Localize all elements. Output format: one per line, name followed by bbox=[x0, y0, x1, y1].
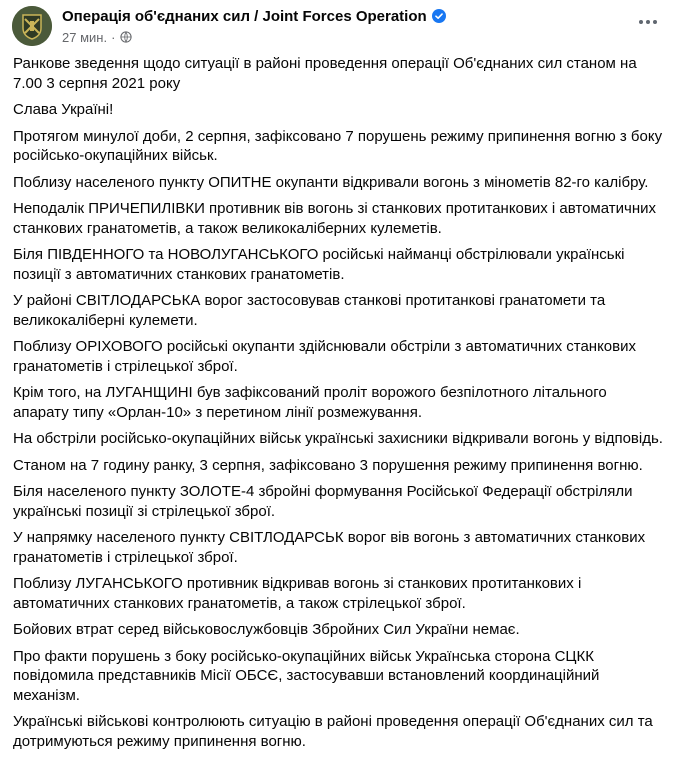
post-paragraph: У районі СВІТЛОДАРСЬКА ворог застосовував станкові протитанкові гранатомети та великокаліберні кулемети. bbox=[13, 292, 606, 329]
post-paragraph: Українські військові контролюють ситуацію в районі проведення операції Об'єднаних сил та дотримуються режиму припинення вогню. bbox=[13, 713, 653, 750]
post-meta bbox=[62, 6, 446, 47]
verified-badge-icon bbox=[432, 9, 446, 23]
globe-icon[interactable] bbox=[120, 31, 132, 43]
post-paragraph: Біля населеного пункту ЗОЛОТЕ-4 збройні формування Російської Федерації обстріляли українські позиції зі стрілецької зброї. bbox=[13, 483, 633, 520]
post-paragraph: Поблизу ЛУГАНСЬКОГО противник відкривав вогонь зі станкових протитанкових і автоматичних станкових гранатометів, а також стрілецької зброї. bbox=[13, 575, 582, 612]
avatar[interactable] bbox=[12, 6, 52, 46]
post-paragraph: Крім того, на ЛУГАНЩИНІ був зафіксований проліт ворожого безпілотного літального апарату типу «Орлан-10» з перетином лінії розмежування. bbox=[13, 384, 607, 421]
post-paragraph: Бойових втрат серед військовослужбовців Збройних Сил України немає. bbox=[13, 621, 520, 638]
post-paragraph: Про факти порушень з боку російсько-окупаційних військ Українська сторона СЦКК повідомила представників Місії ОБСЄ, застосувавши встановлений координаційний механізм. bbox=[13, 647, 600, 704]
post-paragraph: Поблизу населеного пункту ОПИТНЕ окупанти відкривали вогонь з мінометів 82-го калібру. bbox=[13, 173, 649, 191]
post-timestamp[interactable]: 27 мин. bbox=[62, 29, 108, 45]
post-paragraph: На обстріли російсько-окупаційних військ українські захисники відкривали вогонь у відповідь. bbox=[13, 430, 663, 447]
page-name-link[interactable]: Операція об'єднаних сил / Joint Forces Operation bbox=[62, 7, 427, 25]
post-body bbox=[13, 54, 665, 758]
military-emblem-icon bbox=[12, 6, 52, 46]
more-options-icon[interactable] bbox=[632, 10, 664, 34]
post-paragraph: Ранкове зведення щодо ситуації в районі проведення операції Об'єднаних сил станом на 7.00 3 серпня 2021 року bbox=[13, 55, 637, 92]
post-paragraph: Протягом минулої доби, 2 серпня, зафіксовано 7 порушень режиму припинення вогню з боку російсько-окупаційних військ. bbox=[13, 127, 663, 164]
post-paragraph: Неподалік ПРИЧЕПИЛІВКИ противник вів вогонь зі станкових протитанкових і автоматичних станкових гранатометів, а також великокаліберних кулеметів. bbox=[13, 200, 656, 237]
post-paragraph: Станом на 7 годину ранку, 3 серпня, зафіксовано 3 порушення режиму припинення вогню. bbox=[13, 456, 643, 474]
post-paragraph: Слава Україні! bbox=[13, 101, 114, 118]
timestamp-separator: · bbox=[111, 29, 116, 45]
post-paragraph: У напрямку населеного пункту СВІТЛОДАРСЬК ворог вів вогонь з автоматичних станкових гранатометів і стрілецької зброї. bbox=[13, 529, 646, 566]
post-paragraph: Біля ПІВДЕННОГО та НОВОЛУГАНСЬКОГО російські найманці обстрілювали українські позиції з автоматичних станкових гранатометів. bbox=[13, 246, 625, 283]
post-paragraph: Поблизу ОРІХОВОГО російські окупанти здійснювали обстріли з автоматичних станкових гранатометів і стрілецької зброї. bbox=[13, 338, 636, 375]
post-header bbox=[12, 6, 668, 46]
